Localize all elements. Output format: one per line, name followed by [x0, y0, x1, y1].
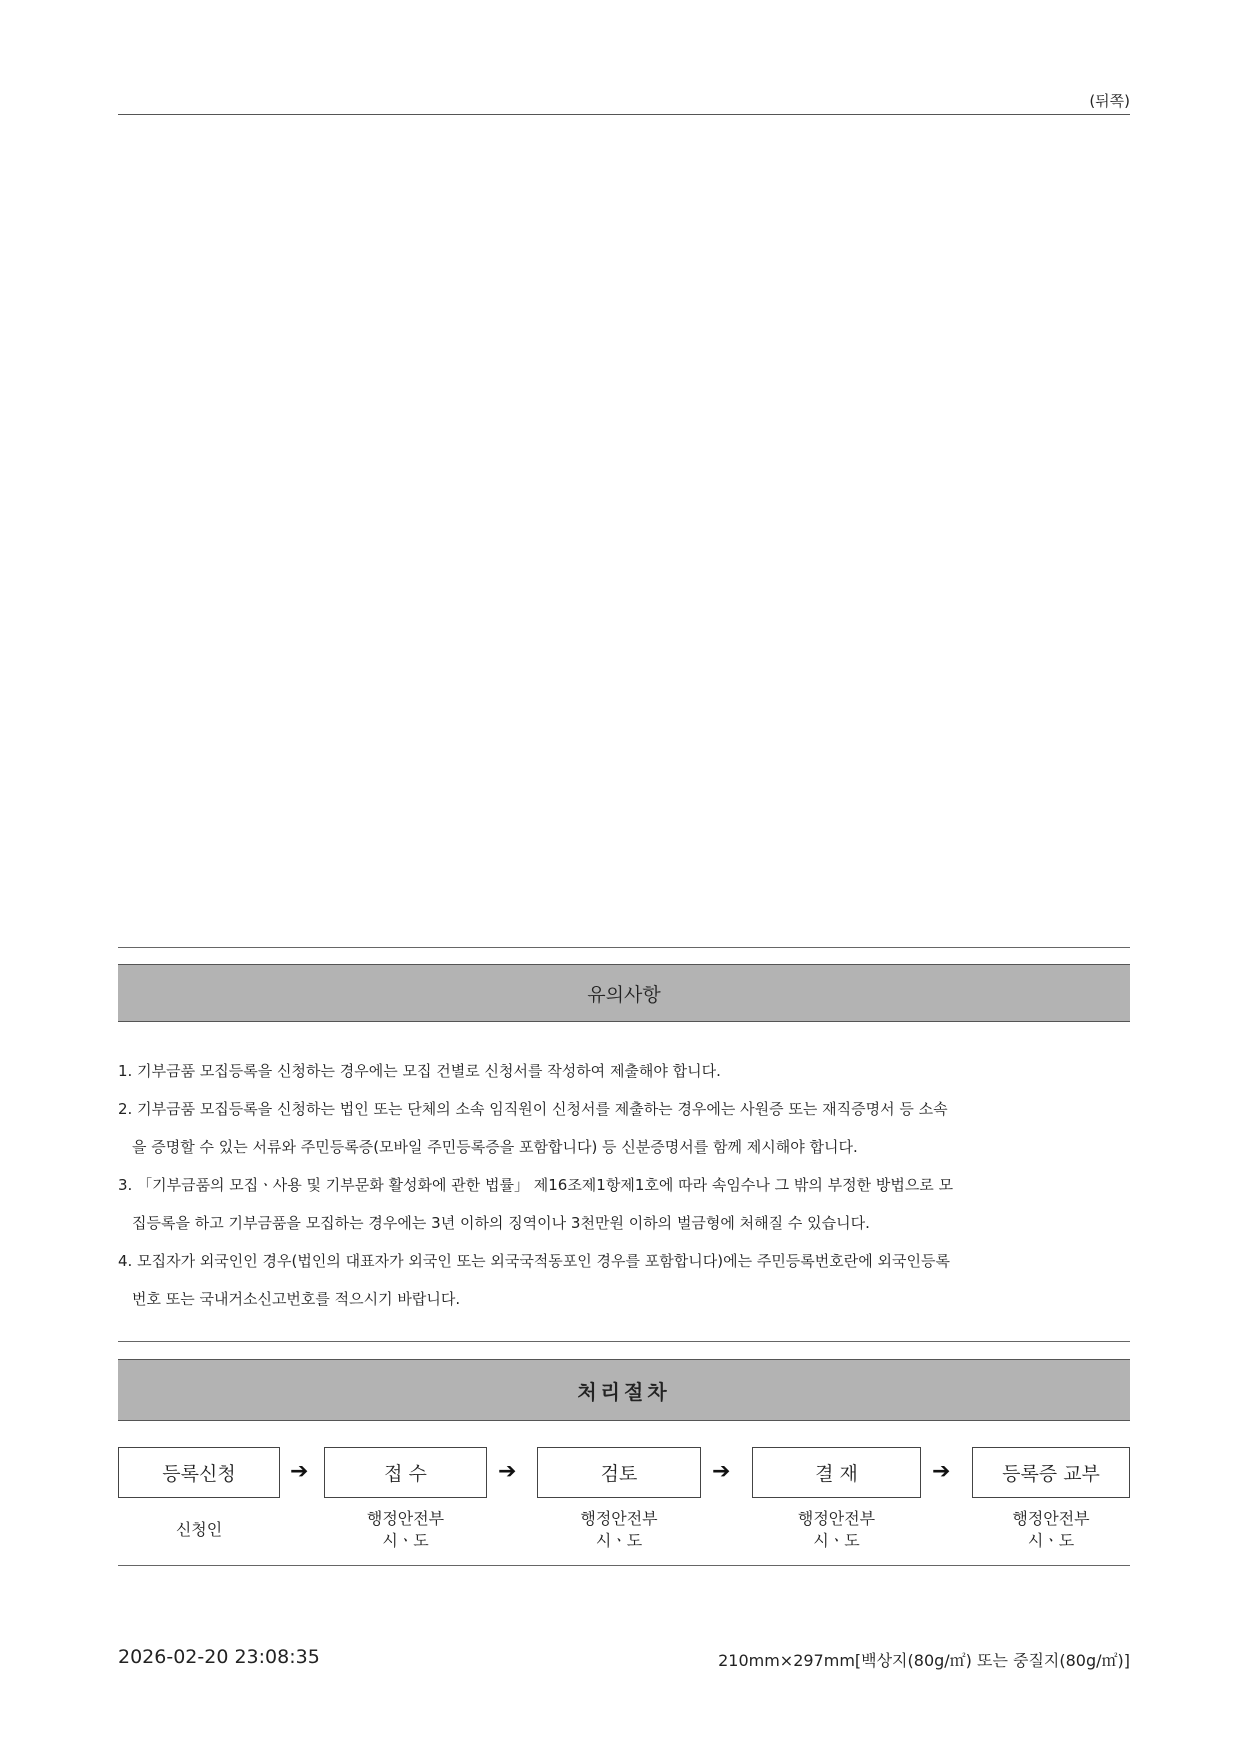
- notice-item-number: 3.: [118, 1176, 133, 1194]
- step-actor-line: 시ㆍ도: [382, 1531, 429, 1550]
- notice-item: [118, 1090, 1130, 1166]
- step-registration-request: 등록신청: [118, 1447, 280, 1498]
- top-divider: [118, 114, 1130, 115]
- notice-list: [118, 1052, 1130, 1318]
- notice-item-text-continued: 을 증명할 수 있는 서류와 주민등록증(모바일 주민등록증을 포함합니다) 등 신분증명서를 함께 제시해야 합니다.: [132, 1138, 858, 1156]
- notice-divider: [118, 947, 1130, 948]
- step-actor-line: 행정안전부: [1012, 1509, 1090, 1528]
- step-actor: [537, 1508, 701, 1552]
- step-actor-line: 신청인: [175, 1520, 223, 1539]
- notice-item-text: 모집자가 외국인인 경우(법인의 대표자가 외국인 또는 외국국적동포인 경우를 포함합니다)에는 주민등록번호란에 외국인등록: [137, 1252, 950, 1270]
- notice-item-number: 2.: [118, 1100, 133, 1118]
- process-actors: [118, 1508, 1130, 1558]
- process-steps: [118, 1447, 1130, 1500]
- step-actor-line: 시ㆍ도: [1027, 1531, 1075, 1550]
- notice-item-text: 「기부금품의 모집ㆍ사용 및 기부문화 활성화에 관한 법률」 제16조제1항제1호에 따라 속임수나 그 밖의 부정한 방법으로 모: [137, 1176, 954, 1194]
- arrow-right-icon: ➔: [712, 1459, 731, 1484]
- notice-item: [118, 1052, 1130, 1090]
- arrow-right-icon: ➔: [290, 1459, 309, 1484]
- step-actor-line: 행정안전부: [366, 1509, 445, 1528]
- step-actor: [752, 1508, 921, 1552]
- notice-title: 유의사항: [118, 964, 1130, 1022]
- notice-item-number: 4.: [118, 1252, 133, 1270]
- print-datetime: 2026-02-20 23:08:35: [118, 1646, 320, 1668]
- step-actor-line: 시ㆍ도: [595, 1531, 643, 1550]
- notice-item-text: 기부금품 모집등록을 신청하는 법인 또는 단체의 소속 임직원이 신청서를 제출하는 경우에는 사원증 또는 재직증명서 등 소속: [137, 1100, 948, 1118]
- arrow-right-icon: ➔: [932, 1459, 951, 1484]
- notice-item-number: 1.: [118, 1062, 133, 1080]
- step-certificate-issuance: 등록증 교부: [972, 1447, 1130, 1498]
- notice-item-text-continued: 번호 또는 국내거소신고번호를 적으시기 바랍니다.: [132, 1290, 461, 1308]
- notice-item-text: 기부금품 모집등록을 신청하는 경우에는 모집 건별로 신청서를 작성하여 제출해야 합니다.: [137, 1062, 721, 1080]
- notice-item: [118, 1166, 1130, 1242]
- bottom-divider: [118, 1565, 1130, 1566]
- paper-spec: 210mm×297mm[백상지(80g/㎡) 또는 중질지(80g/㎡)]: [718, 1651, 1130, 1670]
- notice-item-text-continued: 집등록을 하고 기부금품을 모집하는 경우에는 3년 이하의 징역이나 3천만원 이하의 벌금형에 처해질 수 있습니다.: [132, 1214, 870, 1232]
- step-actor: [324, 1508, 487, 1552]
- arrow-right-icon: ➔: [498, 1459, 517, 1484]
- step-actor-line: 행정안전부: [797, 1509, 876, 1528]
- step-actor-line: 행정안전부: [580, 1509, 658, 1528]
- process-title: 처리절차: [118, 1359, 1130, 1421]
- step-actor-line: 시ㆍ도: [813, 1531, 860, 1550]
- step-actor: [118, 1519, 280, 1541]
- notice-item: [118, 1242, 1130, 1318]
- step-review: 검토: [537, 1447, 701, 1498]
- step-receipt: 접 수: [324, 1447, 487, 1498]
- process-divider: [118, 1341, 1130, 1342]
- step-approval: 결 재: [752, 1447, 921, 1498]
- step-actor: [972, 1508, 1130, 1552]
- page-side-label: (뒤쪽): [1089, 92, 1130, 110]
